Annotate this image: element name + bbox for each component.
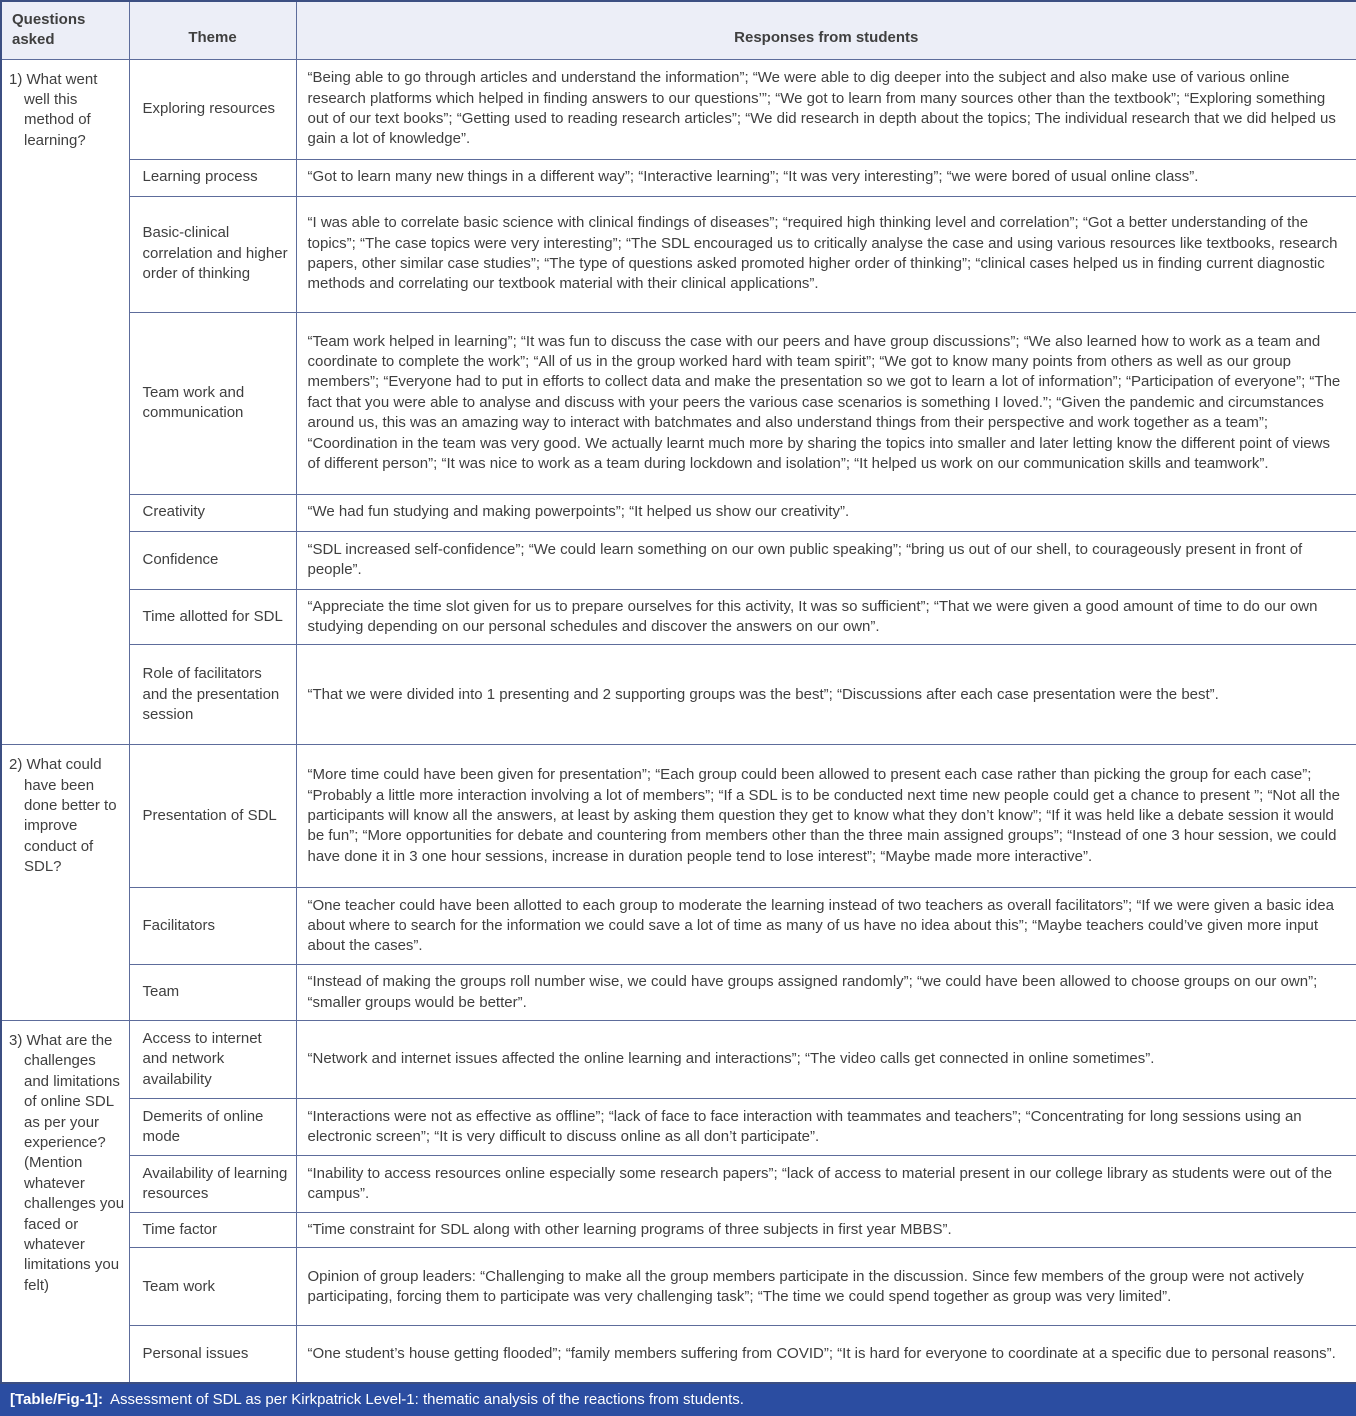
theme-cell: Time factor [129, 1213, 296, 1248]
responses-cell: “I was able to correlate basic science with clinical findings of diseases”; “required high thinking level and correlation”; “Got a better understanding of the topics”; “The case topics were very interesting”; “The SDL encouraged us to critically analyse the case and using various resources like textbooks, research papers, other similar case studies”; “The type of questions asked promoted higher order of thinking”; “clinical cases helped us in finding current diagnostic methods and correlating our textbook material with their clinical applications”. [296, 196, 1356, 312]
responses-cell: “Interactions were not as effective as offline”; “lack of face to face interaction with teammates and teachers”; “Concentrating for long sessions using an electronic screen”; “It is very difficult to discuss online as all don’t participate”. [296, 1099, 1356, 1156]
col-header-responses: Responses from students [296, 1, 1356, 59]
responses-cell: “We had fun studying and making powerpoints”; “It helped us show our creativity”. [296, 494, 1356, 531]
responses-cell: “More time could have been given for presentation”; “Each group could been allowed to present each case rather than picking the group for each case”; “Probably a little more interaction involving a lot of members”; “If a SDL is to be conducted next time new people could get a chance to present ”; “Not all the participants will know all the answers, at least by asking them question they get to know what they don’t know”; “If it was held like a debate session it would be fun”; “More opportunities for debate and countering from members other than the three main assigned groups”; “Instead of one 3 hour session, we could have done it in 3 one hour sessions, increase in duration people tend to lose interest”; “Maybe made more interactive”. [296, 745, 1356, 888]
theme-cell: Presentation of SDL [129, 745, 296, 888]
caption-text: Assessment of SDL as per Kirkpatrick Level-1: thematic analysis of the reactions from students. [110, 1390, 744, 1408]
theme-cell: Availability of learning resources [129, 1156, 296, 1213]
responses-cell: “Appreciate the time slot given for us to prepare ourselves for this activity, It was so sufficient”; “That we were given a good amount of time to do our own studying depending on our personal schedules and discover the answers on our own”. [296, 589, 1356, 645]
responses-cell: “Being able to go through articles and understand the information”; “We were able to dig deeper into the subject and also make use of various online research platforms which helped in finding answers to our questions’”; “We got to learn from many sources other than the textbook”; “Exploring something out of our text books”; “Getting used to reading research articles”; “We did research in depth about the topics; The individual research that we did helped us gain a lot of knowledge”. [296, 59, 1356, 159]
theme-cell: Confidence [129, 531, 296, 589]
table-row [1, 1213, 1356, 1248]
table-row [1, 494, 1356, 531]
table-header-row [1, 1, 1356, 59]
table-row [1, 1021, 1356, 1099]
theme-cell: Demerits of online mode [129, 1099, 296, 1156]
responses-cell: “Network and internet issues affected the online learning and interactions”; “The video calls get connected in online sometimes”. [296, 1021, 1356, 1099]
table-row [1, 1156, 1356, 1213]
table-row [1, 196, 1356, 312]
theme-cell: Team work and communication [129, 312, 296, 494]
theme-cell: Team work [129, 1248, 296, 1326]
responses-cell: “Instead of making the groups roll number wise, we could have groups assigned randomly”; “we could have been allowed to choose groups on our own”; “smaller groups would be better”. [296, 965, 1356, 1021]
theme-cell: Personal issues [129, 1326, 296, 1383]
question-cell-2: 2) What could have been done better to improve conduct of SDL? [1, 745, 129, 1021]
theme-cell: Creativity [129, 494, 296, 531]
table-row [1, 645, 1356, 745]
table-row [1, 1099, 1356, 1156]
responses-cell: “Inability to access resources online especially some research papers”; “lack of access to material present in our college library as students were out of the campus”. [296, 1156, 1356, 1213]
table-row [1, 745, 1356, 888]
theme-cell: Role of facilitators and the presentation session [129, 645, 296, 745]
question-cell-1: 1) What went well this method of learning? [1, 59, 129, 745]
table-row [1, 59, 1356, 159]
responses-cell: “One student’s house getting flooded”; “family members suffering from COVID”; “It is hard for everyone to coordinate at a specific due to personal reasons”. [296, 1326, 1356, 1383]
theme-cell: Basic-clinical correlation and higher order of thinking [129, 196, 296, 312]
table-row [1, 965, 1356, 1021]
responses-cell: Opinion of group leaders: “Challenging to make all the group members participate in the discussion. Since few members of the group were not actively participating, forcing them to participate was very challenging task”; “The time we could spend together as group was very limited”. [296, 1248, 1356, 1326]
theme-cell: Exploring resources [129, 59, 296, 159]
question-cell-3: 3) What are the challenges and limitations of online SDL as per your experience? (Mention whatever challenges you faced or whatever limitations you felt) [1, 1021, 129, 1383]
theme-cell: Learning process [129, 159, 296, 196]
responses-cell: “Time constraint for SDL along with other learning programs of three subjects in first year MBBS”. [296, 1213, 1356, 1248]
table-row [1, 888, 1356, 965]
theme-cell: Facilitators [129, 888, 296, 965]
table-row [1, 531, 1356, 589]
theme-cell: Team [129, 965, 296, 1021]
theme-cell: Access to internet and network availability [129, 1021, 296, 1099]
table-row [1, 312, 1356, 494]
table-row [1, 1248, 1356, 1326]
responses-cell: “That we were divided into 1 presenting and 2 supporting groups was the best”; “Discussions after each case presentation were the best”. [296, 645, 1356, 745]
responses-cell: “One teacher could have been allotted to each group to moderate the learning instead of two teachers as overall facilitators”; “If we were given a basic idea about where to search for the information we could save a lot of time as many of us have no idea about this”; “Maybe teachers could’ve given more input about the cases”. [296, 888, 1356, 965]
table-row [1, 1326, 1356, 1383]
responses-cell: “Team work helped in learning”; “It was fun to discuss the case with our peers and have group discussions”; “We also learned how to work as a team and coordinate to complete the work”; “All of us in the group worked hard with team spirit”; “We got to know many points from others as well as our group members”; “Everyone had to put in efforts to collect data and make the presentation so we got to learn a lot of information”; “Participation of everyone”; “The fact that you were able to analyse and discuss with your peers the various case scenarios is something I loved.”; “Given the pandemic and circumstances around us, this was an amazing way to interact with batchmates and also understand things from their perspective and work together as a team”; “Coordination in the team was very good. We actually learnt much more by sharing the topics into smaller and later letting know the different point of views of different person”; “It was nice to work as a team during lockdown and isolation”; “It helped us work on our communication skills and teamwork”. [296, 312, 1356, 494]
table-caption [0, 1384, 1356, 1416]
responses-cell: “SDL increased self-confidence”; “We could learn something on our own public speaking”; “bring us out of our shell, to courageously present in front of people”. [296, 531, 1356, 589]
caption-label: [Table/Fig-1]: [10, 1390, 104, 1408]
col-header-theme: Theme [129, 1, 296, 59]
col-header-questions-asked: Questions asked [1, 1, 129, 59]
responses-cell: “Got to learn many new things in a different way”; “Interactive learning”; “It was very interesting”; “we were bored of usual online class”. [296, 159, 1356, 196]
table-row [1, 159, 1356, 196]
table-row [1, 589, 1356, 645]
theme-cell: Time allotted for SDL [129, 589, 296, 645]
